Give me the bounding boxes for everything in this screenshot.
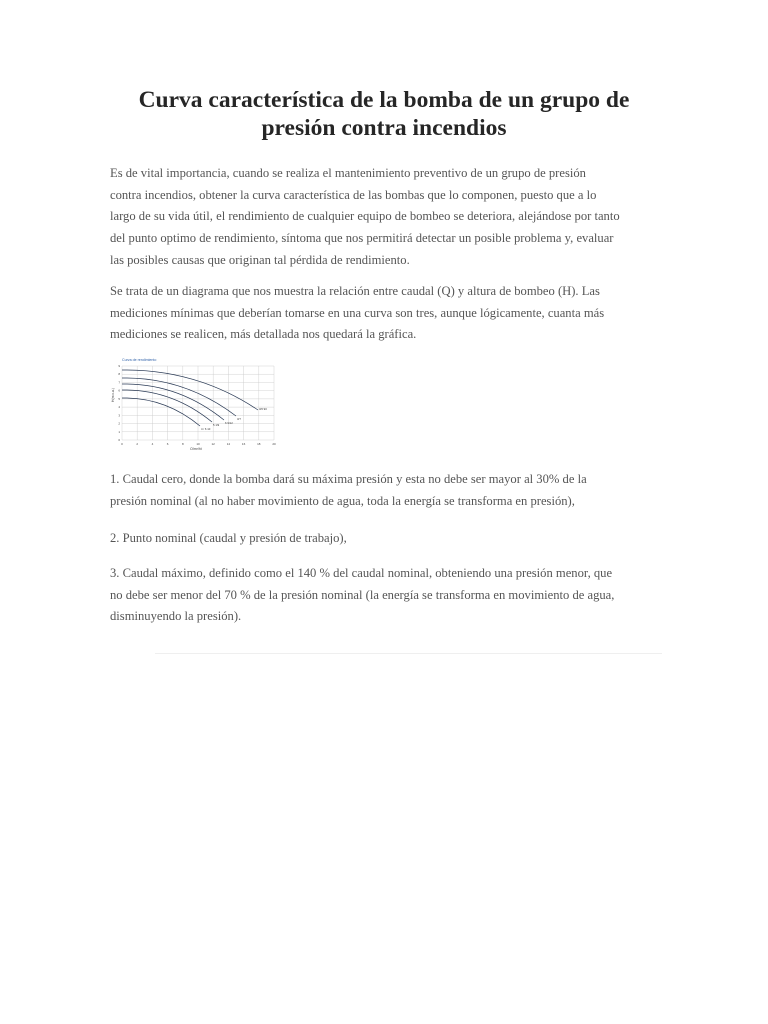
item-1-paragraph bbox=[110, 469, 662, 512]
paragraph-line: presión nominal (al no haber movimiento de agua, toda la energía se transforma en presión), bbox=[110, 493, 575, 508]
item-2-paragraph bbox=[110, 528, 662, 550]
x-tick-label: 20 bbox=[272, 442, 276, 446]
pump-curve-line bbox=[122, 378, 236, 416]
figure-ticks bbox=[118, 364, 276, 446]
pump-curve-line bbox=[122, 398, 200, 426]
pump-curve-figure bbox=[108, 354, 278, 450]
content-divider bbox=[155, 653, 662, 654]
paragraph-line: 2. Punto nominal (caudal y presión de trabajo), bbox=[110, 531, 347, 545]
curve-label: 6 9/12 bbox=[225, 421, 233, 425]
title-line-2: presión contra incendios bbox=[261, 115, 507, 141]
paragraph-line: Se trata de un diagrama que nos muestra la relación entre caudal (Q) y altura de bombeo (H). Las bbox=[110, 284, 600, 298]
paragraph-line: mediciones mínimas que deberían tomarse en una curva son tres, aunque lógicamente, cuanta más bbox=[110, 305, 605, 320]
figure-ylabel: H(m c.a.) bbox=[111, 388, 115, 402]
figure-title: Curva de rendimiento bbox=[122, 358, 157, 362]
paragraph-line: no debe ser menor del 70 % de la presión nominal (la energía se transforma en movimiento de agua, bbox=[110, 587, 615, 602]
y-tick-label: 5 bbox=[118, 396, 120, 401]
curve-label: 5 1/9 bbox=[213, 423, 220, 427]
x-tick-label: 0 bbox=[121, 442, 123, 446]
curve-label: 4 / 6 10 bbox=[201, 427, 211, 431]
curve-label: 3/6 90 bbox=[259, 407, 267, 411]
x-tick-label: 14 bbox=[226, 442, 231, 446]
paragraph-line: mediciones se realicen, más detallada nos quedará la gráfica. bbox=[110, 327, 417, 342]
y-tick-label: 4 bbox=[118, 405, 120, 410]
curve-label: 3/7 bbox=[237, 417, 241, 421]
paragraph-line: 3. Caudal máximo, definido como el 140 % del caudal nominal, obteniendo una presión menor, que bbox=[110, 566, 613, 580]
page-title bbox=[110, 86, 658, 142]
x-tick-label: 8 bbox=[181, 442, 184, 446]
paragraph-line: disminuyendo la presión). bbox=[110, 609, 242, 624]
x-tick-label: 18 bbox=[257, 442, 261, 446]
x-tick-label: 6 bbox=[166, 442, 169, 446]
item-3-paragraph bbox=[110, 563, 662, 628]
paragraph-line: 1. Caudal cero, donde la bomba dará su máxima presión y esta no debe ser mayor al 30% de la bbox=[110, 472, 587, 486]
paragraph-line: contra incendios, obtener la curva característica de las bombas que lo componen, puesto que a lo bbox=[110, 187, 597, 202]
y-tick-label: 9 bbox=[118, 364, 120, 368]
x-tick-label: 10 bbox=[196, 442, 200, 446]
x-tick-label: 2 bbox=[136, 442, 139, 446]
title-line-1: Curva característica de la bomba de un grupo de bbox=[138, 87, 630, 113]
paragraph-line: Es de vital importancia, cuando se realiza el mantenimiento preventivo de un grupo de presión bbox=[110, 166, 586, 180]
paragraph-line: las posibles causas que originan tal pérdida de rendimiento. bbox=[110, 252, 410, 267]
x-tick-label: 4 bbox=[151, 442, 154, 446]
y-tick-label: 1 bbox=[118, 429, 120, 434]
y-tick-label: 0 bbox=[118, 438, 120, 442]
x-tick-label: 16 bbox=[241, 442, 246, 446]
y-tick-label: 7 bbox=[118, 380, 120, 385]
paragraph-line: largo de su vida útil, el rendimiento de cualquier equipo de bombeo se deteriora, alejándose por tanto bbox=[110, 209, 620, 224]
intro-paragraph bbox=[110, 163, 662, 272]
x-tick-label: 12 bbox=[211, 442, 215, 446]
y-tick-label: 8 bbox=[118, 372, 120, 377]
y-tick-label: 3 bbox=[118, 413, 120, 418]
figure-xlabel: Q(m³/h) bbox=[190, 447, 202, 450]
y-tick-label: 6 bbox=[118, 388, 120, 393]
diagram-description-paragraph bbox=[110, 281, 662, 346]
paragraph-line: del punto optimo de rendimiento, síntoma que nos permitirá detectar un posible problema y, evaluar bbox=[110, 231, 614, 246]
y-tick-label: 2 bbox=[118, 421, 120, 426]
figure-grid bbox=[122, 366, 274, 440]
